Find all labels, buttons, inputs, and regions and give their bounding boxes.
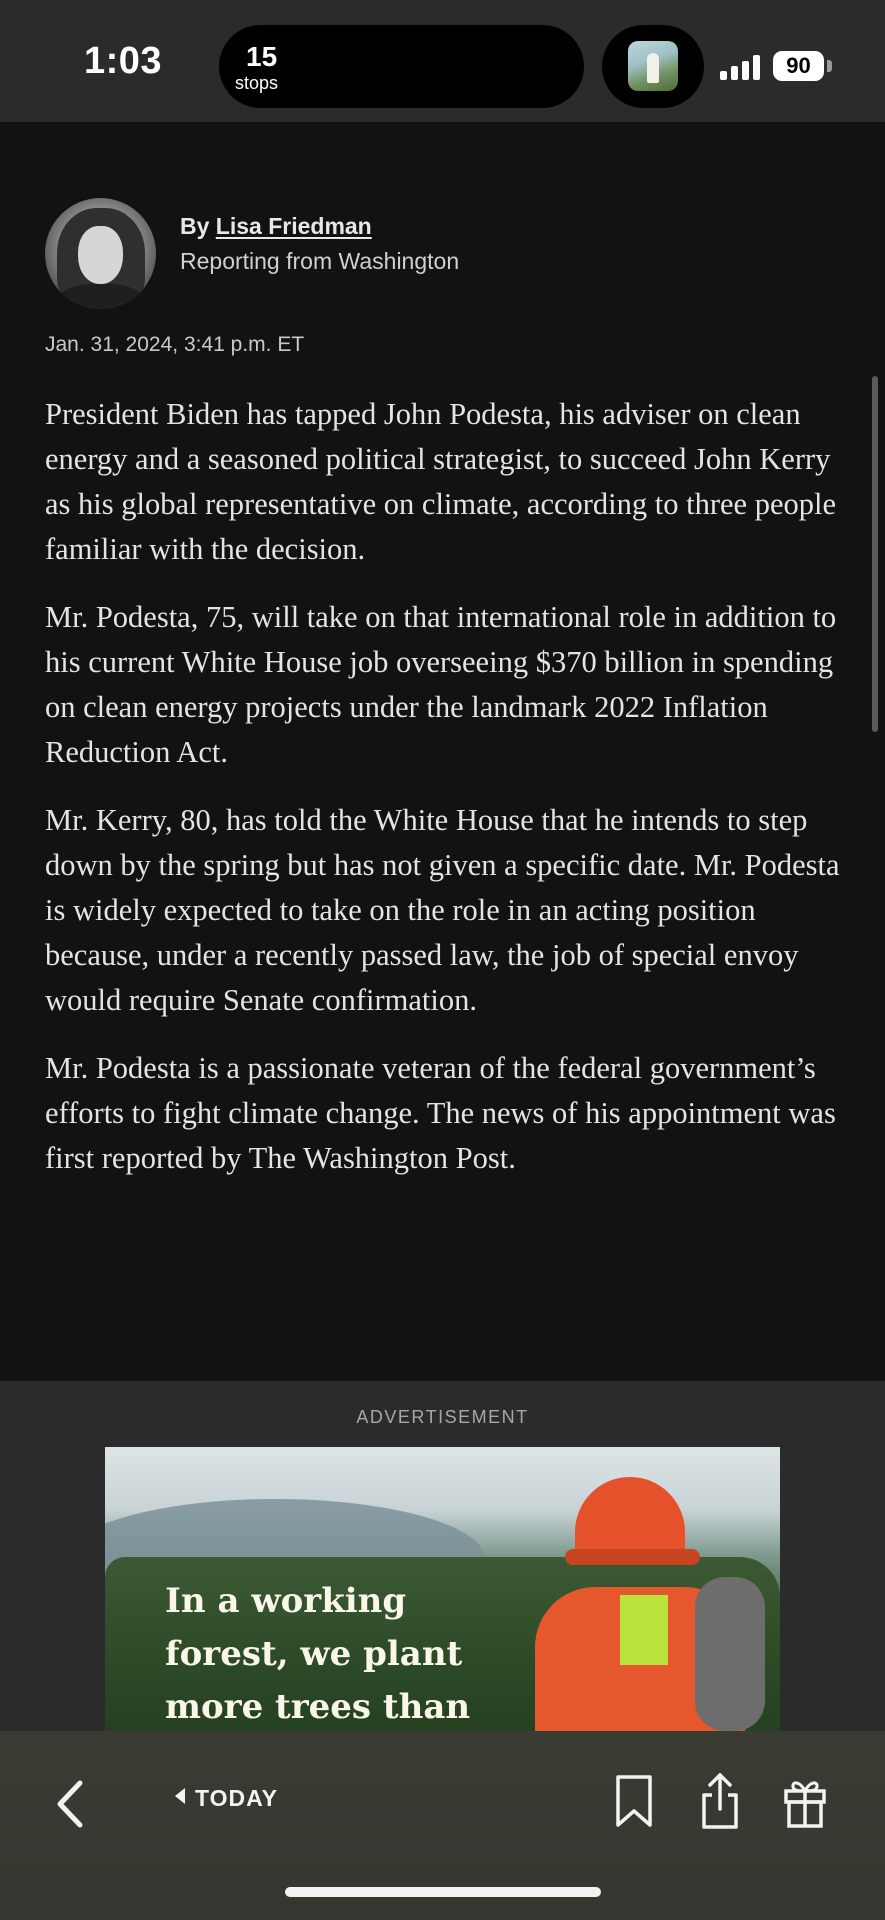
live-activity-count: 15 bbox=[246, 41, 278, 72]
ad-headline-line: forest, we plant bbox=[165, 1634, 463, 1674]
article-timestamp: Jan. 31, 2024, 3:41 p.m. ET bbox=[45, 333, 305, 356]
bookmark-button[interactable] bbox=[609, 1771, 659, 1831]
now-playing-pill[interactable] bbox=[602, 25, 704, 108]
scroll-indicator[interactable] bbox=[872, 376, 878, 732]
advertisement-banner[interactable] bbox=[105, 1447, 780, 1731]
byline-prefix: By bbox=[180, 213, 210, 239]
article-body bbox=[45, 392, 845, 1204]
cellular-signal-icon bbox=[720, 54, 762, 80]
ad-forest-worker bbox=[525, 1467, 780, 1731]
share-icon bbox=[695, 1771, 745, 1831]
chevron-left-icon bbox=[48, 1769, 96, 1839]
article-paragraph: Mr. Podesta, 75, will take on that international role in addition to his current White House job overseeing $370 billion in spending on clean energy projects under the landmark 2022 Inflation Reduction Act. bbox=[45, 600, 837, 769]
live-activity-unit: stops bbox=[235, 73, 279, 93]
today-label: TODAY bbox=[195, 1785, 278, 1811]
ad-headline bbox=[165, 1575, 545, 1731]
battery-icon: 90 bbox=[773, 51, 824, 81]
battery-tip bbox=[827, 60, 832, 72]
advertisement-section bbox=[0, 1381, 885, 1731]
author-link[interactable]: Lisa Friedman bbox=[215, 213, 372, 239]
caret-left-icon bbox=[175, 1788, 185, 1804]
gift-icon bbox=[780, 1771, 830, 1831]
author-avatar[interactable] bbox=[45, 198, 156, 309]
article-paragraph: Mr. Podesta is a passionate veteran of the federal government’s efforts to fight climate change. The news of his appointment was first reported by The Washington Post. bbox=[45, 1051, 836, 1175]
bookmark-icon bbox=[609, 1771, 659, 1831]
reporting-location: Reporting from Washington bbox=[180, 248, 460, 274]
share-button[interactable] bbox=[695, 1771, 745, 1831]
byline bbox=[180, 213, 372, 240]
gift-article-button[interactable] bbox=[780, 1771, 830, 1831]
now-playing-thumbnail bbox=[628, 41, 678, 91]
advertisement-label: ADVERTISEMENT bbox=[356, 1407, 529, 1427]
today-link[interactable] bbox=[175, 1785, 278, 1812]
ad-headline-line: In a working bbox=[165, 1581, 407, 1621]
ad-headline-line: more trees than bbox=[165, 1687, 471, 1727]
back-button[interactable] bbox=[48, 1769, 96, 1839]
article-paragraph: President Biden has tapped John Podesta, his adviser on clean energy and a seasoned political strategist, to succeed John Kerry as his global representative on climate, according to three people familiar with the decision. bbox=[45, 397, 837, 566]
dynamic-island-live-activity[interactable] bbox=[219, 25, 584, 108]
status-time: 1:03 bbox=[84, 40, 163, 82]
status-bar bbox=[0, 0, 885, 122]
home-indicator[interactable] bbox=[285, 1887, 601, 1897]
article-paragraph: Mr. Kerry, 80, has told the White House that he intends to step down by the spring but has not given a specific date. Mr. Podesta is widely expected to take on the role in an acting position because, under a recently passed law, the job of special envoy would require Senate confirmation. bbox=[45, 803, 840, 1017]
